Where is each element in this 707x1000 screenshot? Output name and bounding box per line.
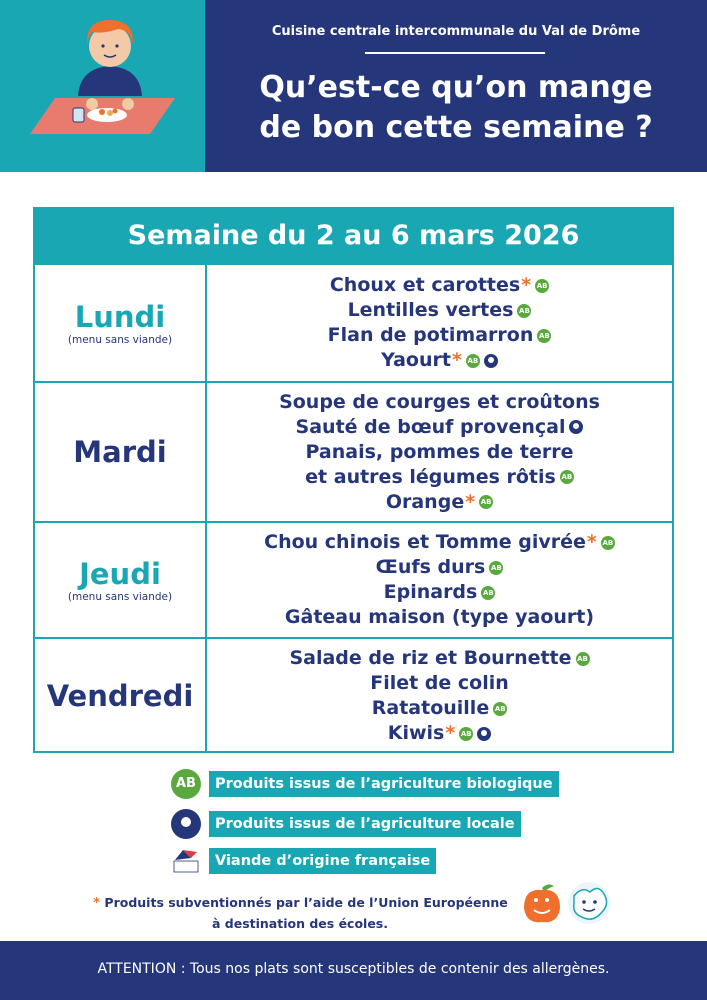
legend-bio-label: Produits issus de l’agriculture biologique (209, 771, 559, 797)
legend-local-label: Produits issus de l’agriculture locale (209, 811, 521, 837)
organic-badge-icon: AB (481, 586, 495, 600)
eu-subsidy-star: * (451, 349, 462, 371)
organic-badge-icon: AB (560, 470, 574, 484)
menu-day-row (35, 521, 672, 637)
dish-item (386, 490, 493, 515)
dish-label: Orange (385, 490, 465, 513)
eu-subsidy-star: * (586, 531, 597, 553)
organic-badge-icon: AB (459, 727, 473, 741)
eu-note-line-1: * Produits subventionnés par l’aide de l’Union Européenne (93, 895, 508, 911)
dish-item (264, 530, 615, 555)
dish-list (207, 523, 672, 637)
dish-label: Epinards (383, 581, 478, 603)
french-meat-logo-icon (171, 846, 201, 876)
eu-note-star: * (93, 896, 101, 911)
dish-label: Œufs durs (375, 556, 486, 578)
day-name: Lundi (74, 299, 166, 334)
header-illustration-panel (0, 0, 205, 172)
header-title-panel (205, 0, 707, 172)
dish-label: Kiwis (387, 722, 445, 744)
dish-item (381, 348, 498, 373)
dish-item (388, 721, 492, 746)
page-title (205, 68, 707, 148)
organic-badge-icon: AB (489, 561, 503, 575)
dish-label: Yaourt (381, 349, 451, 371)
weekly-menu-table (33, 207, 674, 753)
organic-badge-icon: AB (517, 304, 531, 318)
legend-french-meat-label: Viande d’origine française (209, 848, 436, 874)
organic-badge-icon: AB (535, 279, 549, 293)
eu-subsidy-note (80, 893, 520, 934)
menu-day-row (35, 263, 672, 381)
dish-label: Lentilles vertes (347, 299, 514, 321)
dish-list (207, 639, 672, 753)
header (0, 0, 707, 172)
dish-item (306, 440, 574, 465)
header-divider (365, 52, 545, 54)
dish-item (328, 323, 552, 348)
page-title-line-1: Qu’est-ce qu’on mange (259, 70, 653, 105)
dish-label: Salade de riz et Bournette (289, 647, 572, 669)
menu-day-row (35, 637, 672, 753)
day-cell (35, 639, 207, 753)
day-name: Jeudi (79, 556, 161, 591)
eu-subsidy-star: * (521, 274, 532, 296)
dish-label: Ratatouille (371, 697, 490, 719)
dish-list (207, 383, 672, 521)
dish-item (370, 671, 509, 696)
menu-day-row (35, 381, 672, 521)
day-cell (35, 383, 207, 521)
dish-list (207, 265, 672, 381)
dish-item (372, 696, 507, 721)
dish-item (289, 646, 589, 671)
dish-label: Choux et carottes (329, 274, 521, 296)
eu-note-line-2: à destination des écoles. (212, 916, 388, 931)
location-pin-icon (171, 809, 201, 839)
day-note: (menu sans viande) (67, 590, 173, 603)
location-pin-icon (569, 420, 583, 434)
legend-item-french-meat (171, 846, 631, 876)
dish-label: Sauté de bœuf provençal (295, 415, 566, 438)
day-name: Mardi (73, 435, 167, 469)
menu-rows (35, 263, 672, 753)
page-title-line-2: de bon cette semaine ? (259, 110, 653, 145)
dish-item (348, 298, 532, 323)
dish-label: et autres légumes rôtis (305, 465, 556, 488)
day-name: Vendredi (46, 679, 194, 713)
organic-badge-icon: AB (537, 329, 551, 343)
dish-item (384, 580, 496, 605)
location-pin-icon (484, 354, 498, 368)
dish-label: Soupe de courges et croûtons (279, 390, 600, 413)
dish-item (285, 605, 594, 630)
organic-badge-icon: AB (601, 536, 615, 550)
dish-label: Gâteau maison (type yaourt) (284, 606, 595, 628)
fruits-vegetables-school-logo (520, 880, 564, 926)
child-eating-illustration (0, 0, 205, 172)
milk-products-school-logo (564, 878, 614, 928)
allergen-warning-footer: ATTENTION : Tous nos plats sont susceptibles de contenir des allergènes. (0, 941, 707, 1000)
eu-subsidy-star: * (445, 722, 456, 744)
organic-badge-icon: AB (576, 652, 590, 666)
week-title: Semaine du 2 au 6 mars 2026 (35, 209, 672, 263)
eu-subsidy-star: * (465, 490, 476, 513)
dish-label: Panais, pommes de terre (305, 440, 574, 463)
day-note: (menu sans viande) (67, 333, 173, 346)
dish-label: Filet de colin (370, 672, 509, 694)
organic-label-icon: AB (171, 769, 201, 799)
location-pin-icon (477, 727, 491, 741)
legend-item-bio (171, 769, 631, 799)
dish-item (330, 273, 549, 298)
dish-item (279, 390, 600, 415)
dish-item (376, 555, 504, 580)
dish-item (296, 415, 584, 440)
dish-label: Flan de potimarron (327, 324, 534, 346)
organization-name: Cuisine centrale intercommunale du Val de Drôme (271, 24, 641, 39)
dish-item (305, 465, 574, 490)
organic-badge-icon: AB (479, 495, 493, 509)
organic-badge-icon: AB (493, 702, 507, 716)
day-cell (35, 523, 207, 637)
legend-item-local (171, 809, 631, 839)
organic-badge-icon: AB (466, 354, 480, 368)
day-cell (35, 265, 207, 381)
dish-label: Chou chinois et Tomme givrée (264, 531, 586, 553)
